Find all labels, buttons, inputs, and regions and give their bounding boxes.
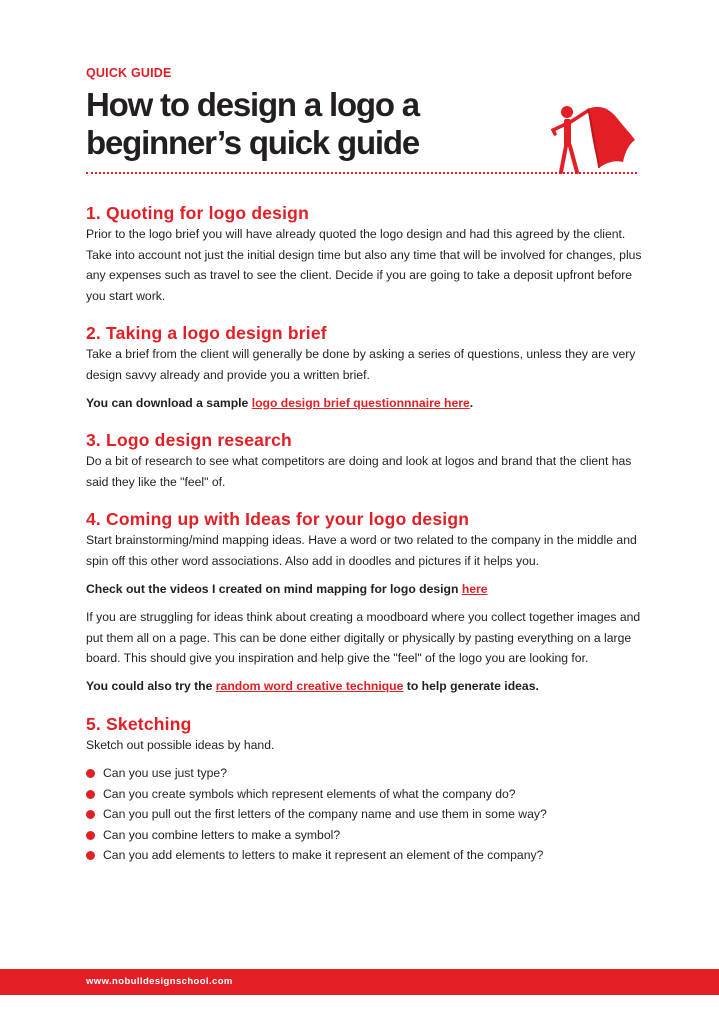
section-paragraph: Prior to the logo brief you will have already quoted the logo design and had this agreed by the client. Take into account not just the initial design time but also any time that will be involved for changes, plus any expenses such as travel to see the client. Decide if you are going to take a deposit upfront before you start work.: [86, 227, 642, 303]
section-paragraph: Start brainstorming/mind mapping ideas. Have a word or two related to the company in the middle and spin off this other word associations. Also add in doodles and pictures if it helps you.: [86, 533, 637, 568]
section-paragraph: Do a bit of research to see what competitors are doing and look at logos and brand that the client has said they like the "feel" of.: [86, 454, 632, 489]
section-heading: 3. Logo design research: [86, 430, 292, 451]
note-text: Check out the videos I created on mind mapping for logo design: [86, 581, 462, 596]
brief-questionnaire-link[interactable]: logo design brief questionnnaire here: [251, 395, 470, 410]
download-note: [86, 393, 646, 414]
footer-bar: [0, 969, 719, 995]
random-word-note: [86, 676, 646, 697]
page-title: How to design a logo a beginner’s quick guide: [86, 86, 419, 161]
red-dot-bullet-icon: [86, 769, 95, 778]
sketching-questions-list: [86, 763, 646, 866]
list-item-text: Can you combine letters to make a symbol?: [103, 827, 341, 842]
section-paragraph: Sketch out possible ideas by hand.: [86, 737, 275, 752]
note-text-end: to help generate ideas.: [403, 678, 539, 693]
note-text: You could also try the: [86, 678, 216, 693]
section-research: [86, 429, 646, 492]
red-dot-bullet-icon: [86, 851, 95, 860]
red-dot-bullet-icon: [86, 810, 95, 819]
list-item-text: Can you use just type?: [103, 766, 227, 781]
matador-figure-icon: [551, 100, 639, 182]
section-heading: 2. Taking a logo design brief: [86, 323, 327, 344]
random-word-technique-link[interactable]: random word creative technique: [215, 678, 404, 693]
note-text-end: .: [469, 395, 474, 410]
moodboard-paragraph: If you are struggling for ideas think about creating a moodboard where you collect together images and put them all on a page. This can be done either digitally or physically by pasting everything on a large board. This should give you inspiration and help give the "feel" of the logo you are looking for.: [86, 610, 641, 666]
red-dot-bullet-icon: [86, 790, 95, 799]
section-paragraph: Take a brief from the client will generally be done by asking a series of questions, unless they are very design savvy already and provide you a written brief.: [86, 347, 636, 382]
list-item: [86, 825, 646, 846]
section-heading: 5. Sketching: [86, 713, 192, 734]
footer-website-link[interactable]: www.nobulldesignschool.com: [86, 976, 233, 987]
quick-guide-label: QUICK GUIDE: [86, 66, 172, 80]
section-heading: 4. Coming up with Ideas for your logo design: [86, 509, 470, 530]
section-ideas: [86, 508, 646, 696]
note-text: You can download a sample: [86, 395, 252, 410]
list-item-text: Can you create symbols which represent elements of what the company do?: [103, 786, 516, 801]
section-sketching: [86, 713, 646, 867]
guide-sections: [86, 202, 646, 866]
list-item: [86, 784, 646, 805]
mind-mapping-note: [86, 579, 646, 600]
list-item: [86, 804, 646, 825]
list-item: [86, 763, 646, 784]
header-divider: [86, 172, 637, 174]
list-item-text: Can you add elements to letters to make it represent an element of the company?: [103, 848, 544, 863]
section-quoting: [86, 202, 646, 306]
section-brief: [86, 322, 646, 413]
list-item: [86, 845, 646, 866]
mind-mapping-videos-link[interactable]: here: [461, 581, 488, 596]
red-dot-bullet-icon: [86, 831, 95, 840]
list-item-text: Can you pull out the first letters of the company name and use them in some way?: [103, 807, 547, 822]
section-heading: 1. Quoting for logo design: [86, 203, 309, 223]
